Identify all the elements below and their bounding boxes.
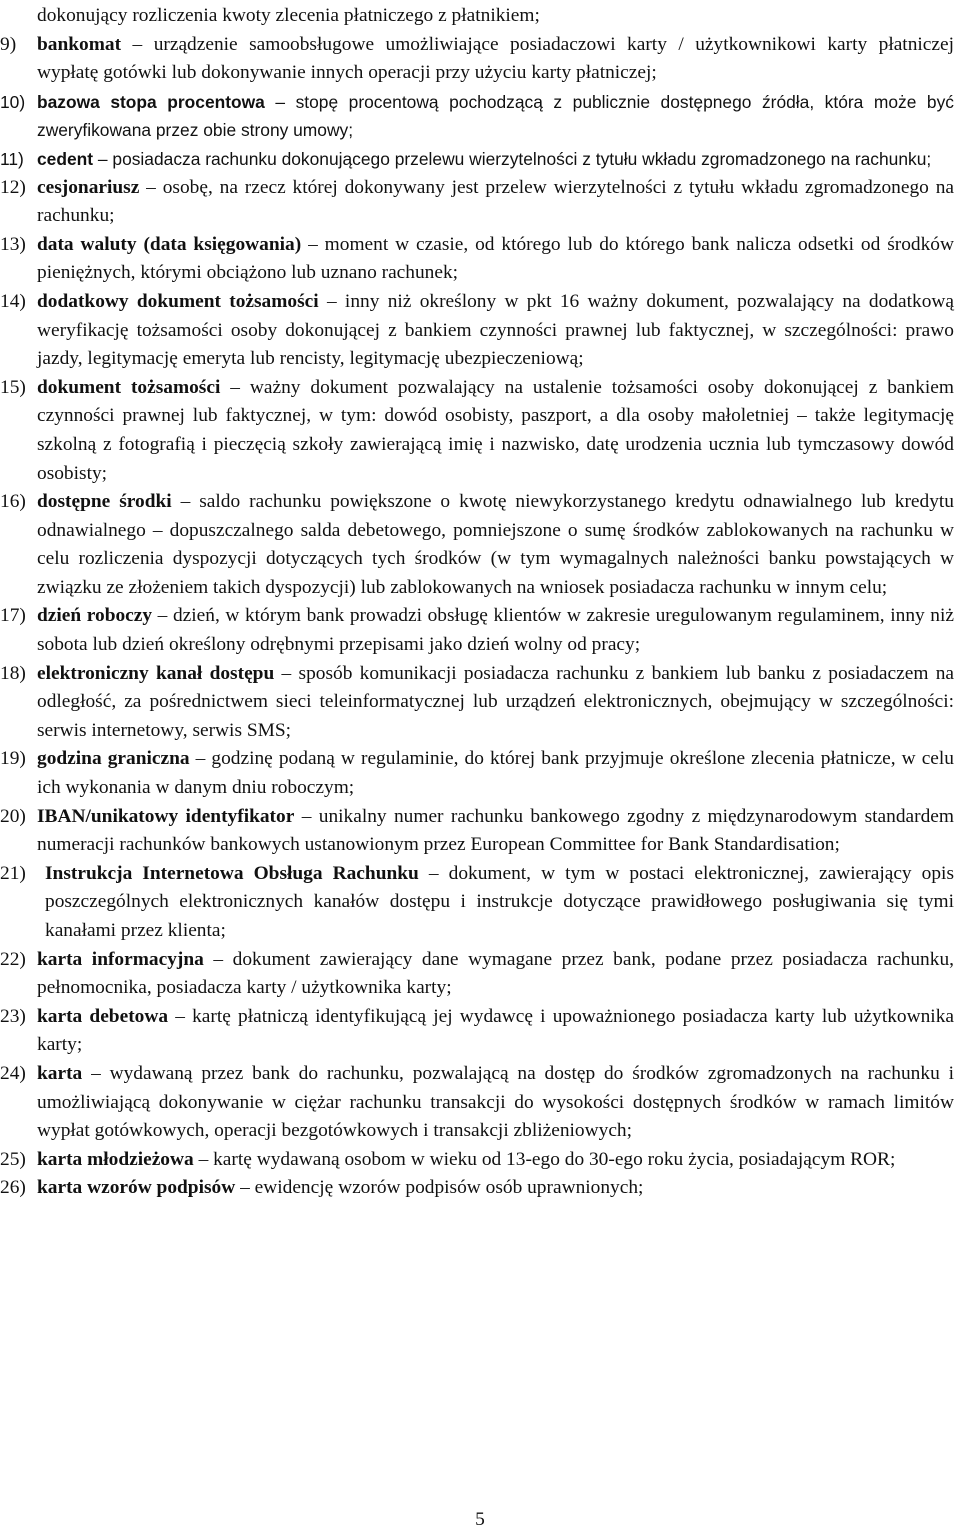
definition-item [0, 231, 954, 288]
term: IBAN/unikatowy identyfikator [37, 805, 295, 827]
definition: – dokument zawierający dane wymagane przez bank, podane przez posiadacza rachunku, pełnomocnika, posiadacza karty / użytkownika karty; [37, 948, 954, 999]
definition: – urządzenie samoobsługowe umożliwiające posiadaczowi karty / użytkownikowi karty płatniczej wypłatę gotówki lub dokonywanie innych operacji przy użyciu karty płatniczej; [37, 33, 954, 84]
term: bankomat [37, 33, 122, 55]
definition: – ważny dokument pozwalający na ustalenie tożsamości osoby dokonującej z bankiem czynności prawnej lub faktycznej, w tym: dowód osobisty, paszport, a dla osoby małoletniej – także legitymację szkolną z fotografią i pieczęcią szkoły zawierającą imię i nazwisko, datę urodzenia ucznia lub tymczasowy dowód osobisty; [37, 376, 954, 484]
term: karta wzorów podpisów [37, 1177, 236, 1199]
definition: – godzinę podaną w regulaminie, do której bank przyjmuje określone zlecenia płatnicze, w celu ich wykonania w danym dniu roboczym; [37, 748, 954, 799]
definition-item [0, 488, 954, 602]
definition-item [0, 946, 954, 1003]
term: karta debetowa [37, 1005, 169, 1027]
term: godzina graniczna [37, 748, 190, 770]
item-number: 15) [0, 376, 26, 398]
item-number: 25) [0, 1148, 26, 1170]
page-number: 5 [475, 1509, 485, 1530]
term: karta informacyjna [37, 948, 204, 970]
definition-item [0, 288, 954, 374]
definition-item [0, 374, 954, 488]
item-number: 20) [0, 805, 26, 827]
definition: – inny niż określony w pkt 16 ważny dokument, pozwalający na dodatkową weryfikację tożsamości osoby dokonującej z bankiem czynności prawnej lub faktycznej, w szczególności: prawo jazdy, legitymację emeryta lub rencisty, legitymację ubezpieczeniową; [37, 290, 954, 370]
definition: – saldo rachunku powiększone o kwotę niewykorzystanego kredytu odnawialnego lub kredytu odnawialnego – dopuszczalnego salda debetowego, pomniejszone o sumę środków zablokowanych na rachunku w celu rozliczenia dyspozycji dotyczących tych środków (w tym wymagalnych należności banku powstających w związku ze złożeniem takich dyspozycji) lub zablokowanych na wniosek posiadacza rachunku w innym celu; [37, 491, 954, 598]
term: bazowa stopa procentowa [37, 91, 265, 112]
definition: – stopę procentową pochodzącą z publicznie dostępnego źródła, która może być zweryfikowana przez obie strony umowy; [37, 91, 954, 141]
definition-item [0, 745, 954, 802]
definition: – dzień, w którym bank prowadzi obsługę klientów w zakresie uregulowanym regulaminem, inny niż sobota lub dzień określony odrębnymi przepisami jako dzień wolny od pracy; [37, 605, 954, 656]
item-number: 16) [0, 491, 26, 513]
definition: – unikalny numer rachunku bankowego zgodny z międzynarodowym standardem numeracji rachunków bankowych ustanowionym przez European Committee for Bank Standardisation; [37, 805, 954, 856]
definition: – sposób komunikacji posiadacza rachunku z bankiem lub banku z posiadaczem na odległość, za pośrednictwem sieci teleinformatycznej lub urządzeń elektronicznych, obejmujący w szczególności: serwis internetowy, serwis SMS; [37, 662, 954, 741]
item-number: 10) [0, 91, 26, 112]
definition: – kartę wydawaną osobom w wieku od 13-ego do 30-ego roku życia, posiadającym ROR; [193, 1148, 896, 1170]
definition: – dokument, w tym w postaci elektronicznej, zawierający opis poszczególnych elektronicznych kanałów dostępu i instrukcje dotyczące prawidłowego posługiwania się tymi kanałami przez klienta; [45, 862, 954, 941]
definition-item [0, 1003, 954, 1060]
item-number: 24) [0, 1062, 26, 1084]
definition-item [0, 88, 954, 145]
definition-item [0, 174, 954, 231]
intro-paragraph: dokonujący rozliczenia kwoty zlecenia płatniczego z płatnikiem; [37, 5, 540, 26]
item-number: 13) [0, 233, 26, 255]
item-number: 11) [0, 148, 24, 169]
item-number: 26) [0, 1177, 26, 1199]
item-number: 17) [0, 605, 26, 627]
definition-item [0, 602, 954, 659]
term: karta [37, 1062, 83, 1084]
definition: – moment w czasie, od którego lub do którego bank nalicza odsetki od środków pieniężnych, którymi obciążono lub uznano rachunek; [37, 233, 954, 284]
definition-item [0, 660, 954, 746]
term: Instrukcja Internetowa Obsługa Rachunku [45, 862, 419, 884]
term: elektroniczny kanał dostępu [37, 662, 275, 684]
item-number: 12) [0, 176, 26, 198]
definition: – ewidencję wzorów podpisów osób uprawnionych; [235, 1177, 644, 1199]
definition: – kartę płatniczą identyfikującą jej wydawcę i upoważnionego posiadacza karty lub użytkownika karty; [37, 1005, 954, 1056]
term: dokument tożsamości [37, 376, 221, 398]
definition-item [0, 145, 954, 174]
term: dzień roboczy [37, 605, 153, 627]
definition: – wydawaną przez bank do rachunku, pozwalającą na dostęp do środków zgromadzonych na rachunku i umożliwiającą dokonywanie w ciężar rachunku transakcji do wysokości dostępnych środków w ramach limitów wypłat gotówkowych, operacji bezgotówkowych i transakcji zbliżeniowych; [37, 1062, 954, 1142]
term: cedent [37, 148, 94, 169]
definition-item [0, 31, 954, 88]
item-number: 21) [0, 862, 26, 884]
definition: – posiadacza rachunku dokonującego przelewu wierzytelności z tytułu wkładu zgromadzonego na rachunku; [93, 148, 932, 169]
item-number: 9) [0, 33, 17, 55]
item-number: 14) [0, 290, 26, 312]
term: cesjonariusz [37, 176, 140, 198]
definition-item [0, 1146, 954, 1175]
item-number: 22) [0, 948, 26, 970]
item-number: 18) [0, 662, 26, 684]
definitions-list [0, 31, 954, 1203]
definition-item [0, 860, 954, 946]
item-number: 19) [0, 748, 26, 770]
definition-item [0, 1174, 954, 1203]
term: dostępne środki [37, 491, 172, 513]
term: dodatkowy dokument tożsamości [37, 290, 319, 312]
item-number: 23) [0, 1005, 26, 1027]
definition-item [0, 1060, 954, 1146]
term: data waluty (data księgowania) [37, 233, 302, 255]
term: karta młodzieżowa [37, 1148, 194, 1170]
definition: – osobę, na rzecz której dokonywany jest przelew wierzytelności z tytułu wkładu zgromadzonego na rachunku; [37, 176, 954, 227]
definition-item [0, 803, 954, 860]
